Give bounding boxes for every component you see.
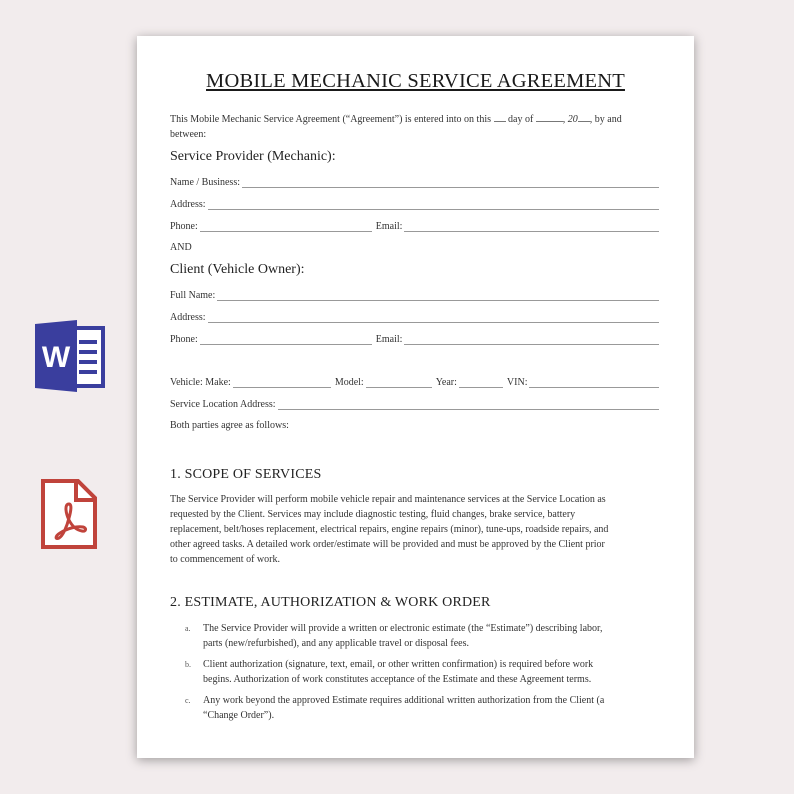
client-name-row: Full Name: [170, 287, 659, 301]
provider-phone-email-row: Phone: Email: [170, 218, 659, 232]
client-phone-email-row: Phone: Email: [170, 331, 659, 345]
year-prefix: 20 [567, 114, 578, 125]
list-item: c. Any work beyond the approved Estimate requires additional written authorization from the Client (a “Change Order”). [185, 695, 605, 721]
month-blank[interactable] [536, 112, 563, 122]
document-title: MOBILE MECHANIC SERVICE AGREEMENT [206, 70, 625, 92]
list-item: b. Client authorization (signature, text, email, or other written confirmation) is required before work begins. Authorization of work constitutes acceptance of the Estimate and these Agreement terms. [185, 659, 594, 685]
vehicle-vin-field[interactable] [529, 377, 659, 388]
provider-address-row: Address: [170, 196, 659, 210]
vehicle-year-field[interactable] [459, 377, 503, 388]
day-blank[interactable] [494, 112, 506, 122]
word-letter: W [41, 341, 71, 374]
pdf-file-icon [40, 478, 98, 550]
vehicle-make-field[interactable] [233, 377, 331, 388]
year-blank[interactable] [578, 112, 590, 122]
vehicle-row: Vehicle: Make: Model: Year: VIN: [170, 374, 659, 388]
intro-paragraph: This Mobile Mechanic Service Agreement (“Agreement”) is entered into on this day of , 20 , by and between: [170, 114, 622, 140]
provider-name-row: Name / Business: [170, 174, 659, 188]
section1-heading: 1. SCOPE OF SERVICES [170, 467, 322, 482]
list-item: a. The Service Provider will provide a written or electronic estimate (the “Estimate”) describing labor, parts (new/refurbished), and any applicable travel or disposal fees. [185, 623, 603, 649]
section2-heading: 2. ESTIMATE, AUTHORIZATION & WORK ORDER [170, 595, 491, 610]
client-heading: Client (Vehicle Owner): [170, 262, 305, 277]
vehicle-model-field[interactable] [366, 377, 432, 388]
client-address-row: Address: [170, 309, 659, 323]
provider-name-field[interactable] [242, 177, 659, 188]
client-phone-field[interactable] [200, 334, 372, 345]
provider-email-field[interactable] [404, 221, 659, 232]
document-page [137, 36, 694, 758]
client-address-field[interactable] [208, 312, 659, 323]
section1-body: The Service Provider will perform mobile vehicle repair and maintenance services at the Service Location as requested by the Client. Services may include diagnostic testing, fluid changes, brake service, battery replacement, belt/hoses replacement, electrical repairs, engine repairs (minor), tune-ups, roadside repairs, and other agreed tasks. A detailed work order/estimate will be provided and must be approved by the Client prior to commencement of work. [170, 494, 609, 565]
client-name-field[interactable] [217, 290, 659, 301]
service-location-field[interactable] [278, 399, 659, 410]
word-file-icon [33, 320, 107, 392]
agree-text: Both parties agree as follows: [170, 420, 289, 431]
provider-address-field[interactable] [208, 199, 659, 210]
client-email-field[interactable] [404, 334, 659, 345]
provider-phone-field[interactable] [200, 221, 372, 232]
provider-heading: Service Provider (Mechanic): [170, 149, 336, 164]
service-location-row: Service Location Address: [170, 396, 659, 410]
and-label: AND [170, 242, 192, 253]
